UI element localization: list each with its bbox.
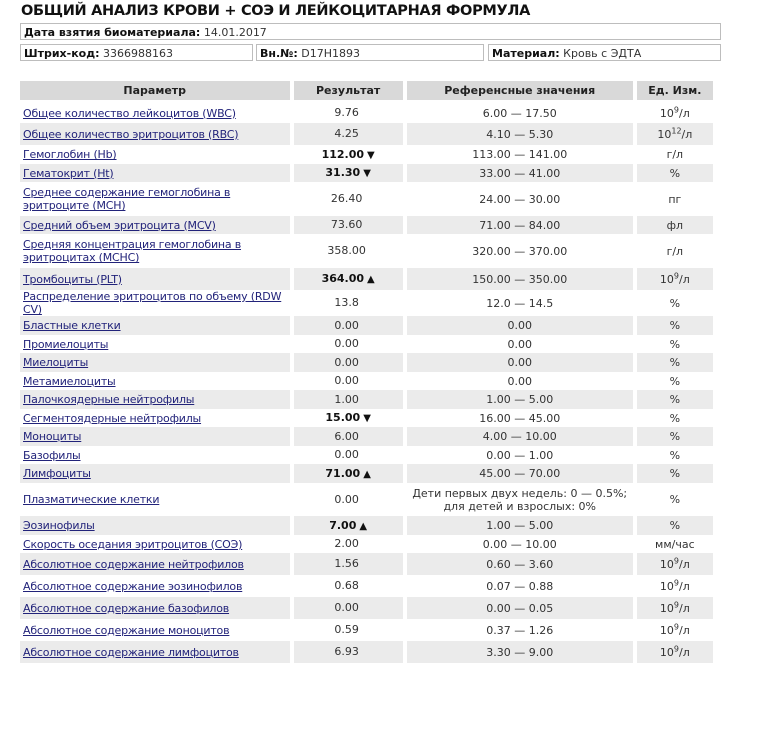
param-link[interactable]: Промиелоциты	[23, 337, 109, 351]
header-param: Параметр	[20, 81, 290, 103]
reference-cell: 0.00	[507, 337, 532, 351]
result-cell	[294, 123, 403, 145]
reference-cell: 0.00	[407, 316, 633, 335]
result-value: 26.40	[330, 192, 363, 205]
unit-cell	[637, 535, 713, 553]
unit-tail: /л	[679, 579, 690, 593]
table-header-row	[20, 81, 713, 103]
unit-base: фл	[666, 218, 684, 232]
result-cell	[294, 641, 403, 663]
unit-cell	[637, 123, 713, 145]
reference-cell: 0.00	[407, 353, 633, 372]
table-row	[20, 483, 713, 516]
result-value: 71.00	[325, 466, 361, 480]
unit-tail: /л	[681, 127, 693, 141]
result-cell	[294, 427, 403, 446]
result-value: 6.93	[334, 645, 359, 658]
param-cell	[20, 164, 290, 182]
param-cell	[20, 182, 290, 216]
param-link[interactable]: Средняя концентрация гемоглобина в эритроцитах (MCHC)	[23, 238, 242, 264]
result-value: 0.59	[334, 623, 359, 636]
table-row	[20, 216, 713, 234]
param-cell	[20, 553, 290, 575]
unit-base: 10	[659, 623, 674, 637]
reference-cell: 0.37 — 1.26	[486, 623, 554, 637]
table-row	[20, 390, 713, 409]
unit-base: г/л	[666, 244, 684, 258]
reference-cell: 12.0 — 14.5	[486, 296, 554, 310]
result-value: 0.68	[334, 579, 359, 592]
param-link[interactable]: Моноциты	[23, 430, 82, 443]
unit-tail: /л	[679, 557, 690, 571]
sample-date-box	[20, 23, 721, 40]
table-row	[20, 268, 713, 290]
param-cell	[20, 464, 290, 483]
table-row	[20, 123, 713, 145]
result-value: 15.00	[325, 411, 361, 424]
result-cell	[294, 316, 403, 335]
table-row	[20, 641, 713, 663]
result-cell	[294, 353, 403, 372]
unit-cell	[637, 553, 713, 575]
table-row	[20, 409, 713, 427]
unit-base: %	[669, 467, 681, 480]
result-cell	[294, 483, 403, 516]
table-row	[20, 353, 713, 372]
table-row	[20, 234, 713, 268]
result-cell	[294, 164, 403, 182]
reference-cell: 1.00 — 5.00	[407, 516, 633, 535]
param-link[interactable]: Общее количество лейкоцитов (WBC)	[23, 106, 236, 120]
unit-cell	[637, 268, 713, 290]
internal-number-value: D17H1893	[301, 47, 361, 60]
barcode-label: Штрих-код:	[24, 47, 100, 60]
param-cell	[20, 145, 290, 164]
reference-cell: 0.00 — 1.00	[486, 448, 554, 462]
param-link[interactable]: Абсолютное содержание лимфоцитов	[23, 645, 239, 659]
table-row	[20, 145, 713, 164]
internal-number-box	[256, 44, 484, 61]
result-value: 0.00	[334, 355, 359, 369]
result-cell	[294, 182, 403, 216]
reference-cell: 71.00 — 84.00	[407, 216, 633, 234]
table-row	[20, 182, 713, 216]
result-value: 0.00	[334, 601, 359, 614]
results-table	[16, 81, 717, 663]
sample-date-label: Дата взятия биоматериала:	[24, 26, 201, 39]
reference-cell: 24.00 — 30.00	[479, 192, 561, 206]
unit-exponent: 12	[671, 125, 682, 135]
unit-cell	[637, 427, 713, 446]
unit-base: 10	[659, 601, 674, 615]
param-cell	[20, 427, 290, 446]
param-cell	[20, 409, 290, 427]
reference-cell: 0.60 — 3.60	[407, 553, 633, 575]
unit-exponent: 9	[673, 643, 679, 653]
unit-cell	[637, 316, 713, 335]
param-link[interactable]: Абсолютное содержание моноцитов	[23, 623, 230, 637]
param-cell	[20, 535, 290, 553]
param-link[interactable]: Плазматические клетки	[23, 493, 160, 506]
reference-cell: Дети первых двух недель: 0 — 0.5%; для детей и взрослых: 0%	[412, 486, 628, 513]
result-value: 4.25	[334, 127, 359, 140]
internal-number-label: Вн.№:	[260, 47, 298, 60]
param-link[interactable]: Метамиелоциты	[23, 374, 116, 388]
param-cell	[20, 216, 290, 234]
result-value: 73.60	[330, 218, 363, 231]
arrow-down-icon: ▼	[367, 149, 375, 161]
unit-cell	[637, 446, 713, 464]
result-cell	[294, 535, 403, 553]
param-link[interactable]: Миелоциты	[23, 356, 89, 369]
unit-base: г/л	[666, 148, 684, 161]
param-cell	[20, 597, 290, 619]
table-row	[20, 427, 713, 446]
unit-cell	[637, 290, 713, 316]
result-cell	[294, 234, 403, 268]
unit-base: %	[669, 296, 681, 310]
unit-cell	[637, 182, 713, 216]
result-value: 31.30	[325, 166, 361, 179]
material-box	[488, 44, 721, 61]
param-link[interactable]: Распределение эритроцитов по объему (RDW CV)	[23, 290, 282, 316]
table-row	[20, 446, 713, 464]
results-body	[20, 103, 713, 663]
table-row	[20, 335, 713, 353]
unit-base: %	[669, 411, 681, 425]
result-cell	[294, 216, 403, 234]
param-cell	[20, 516, 290, 535]
result-cell	[294, 464, 403, 483]
unit-tail: /л	[679, 601, 690, 615]
unit-cell	[637, 234, 713, 268]
result-cell	[294, 103, 403, 123]
table-row	[20, 316, 713, 335]
arrow-up-icon: ▲	[363, 468, 371, 480]
barcode-box	[20, 44, 253, 61]
unit-cell	[637, 353, 713, 372]
unit-base: %	[669, 493, 681, 506]
header-result: Результат	[294, 81, 403, 103]
unit-cell	[637, 575, 713, 597]
result-value: 364.00	[321, 272, 365, 285]
reference-cell: 320.00 — 370.00	[472, 244, 568, 258]
result-value: 2.00	[334, 537, 359, 550]
param-link[interactable]: Бластные клетки	[23, 319, 121, 332]
result-cell	[294, 335, 403, 353]
result-cell	[294, 290, 403, 316]
unit-cell	[637, 464, 713, 483]
header-reference: Референсные значения	[407, 81, 633, 103]
arrow-down-icon: ▼	[363, 413, 371, 424]
arrow-down-icon: ▼	[363, 168, 371, 179]
param-cell	[20, 619, 290, 641]
reference-cell: 1.00 — 5.00	[407, 390, 633, 409]
unit-cell	[637, 145, 713, 164]
param-cell	[20, 390, 290, 409]
result-cell	[294, 145, 403, 164]
result-cell	[294, 390, 403, 409]
param-cell	[20, 575, 290, 597]
result-cell	[294, 268, 403, 290]
reference-cell: 4.00 — 10.00	[407, 427, 633, 446]
result-value: 1.00	[334, 392, 359, 406]
param-link[interactable]: Абсолютное содержание эозинофилов	[23, 579, 243, 593]
param-link[interactable]: Средний объем эритроцита (MCV)	[23, 218, 216, 232]
table-row	[20, 535, 713, 553]
result-cell	[294, 516, 403, 535]
reference-cell: 4.10 — 5.30	[407, 123, 633, 145]
unit-base: 10	[659, 557, 674, 571]
param-link[interactable]: Гематокрит (Ht)	[23, 166, 114, 180]
param-link[interactable]: Среднее содержание гемоглобина в эритроците (MCH)	[23, 186, 231, 212]
unit-cell	[637, 164, 713, 182]
unit-exponent: 9	[673, 555, 679, 565]
result-value: 0.00	[334, 374, 359, 387]
reference-cell: 6.00 — 17.50	[482, 106, 557, 120]
unit-base: %	[669, 393, 681, 406]
page-title: ОБЩИЙ АНАЛИЗ КРОВИ + СОЭ И ЛЕЙКОЦИТАРНАЯ ФОРМУЛА	[21, 3, 531, 19]
param-cell	[20, 268, 290, 290]
unit-exponent: 9	[673, 270, 679, 280]
reference-cell: 45.00 — 70.00	[407, 464, 633, 483]
result-value: 0.00	[334, 318, 359, 332]
param-link[interactable]: Гемоглобин (Hb)	[23, 148, 117, 161]
table-row	[20, 553, 713, 575]
unit-cell	[637, 516, 713, 535]
unit-tail: /л	[679, 623, 690, 637]
barcode-value: 3366988163	[103, 47, 174, 60]
result-value: 9.76	[334, 106, 359, 119]
param-link[interactable]: Эозинофилы	[23, 519, 95, 532]
table-row	[20, 516, 713, 535]
param-cell	[20, 234, 290, 268]
unit-cell	[637, 619, 713, 641]
result-value: 0.00	[334, 448, 359, 461]
param-link[interactable]: Абсолютное содержание базофилов	[23, 601, 230, 615]
result-value: 358.00	[327, 244, 366, 257]
unit-tail: /л	[679, 272, 690, 286]
reference-cell: 0.07 — 0.88	[486, 579, 554, 593]
unit-exponent: 9	[673, 577, 679, 587]
unit-base: 10	[659, 579, 674, 593]
unit-exponent: 9	[673, 599, 679, 609]
param-cell	[20, 641, 290, 663]
header-unit: Ед. Изм.	[637, 81, 713, 103]
table-row	[20, 164, 713, 182]
unit-cell	[637, 597, 713, 619]
unit-base: %	[669, 337, 681, 351]
unit-cell	[637, 390, 713, 409]
table-row	[20, 464, 713, 483]
result-value: 112.00	[321, 147, 365, 161]
param-cell	[20, 372, 290, 390]
unit-base: мм/час	[655, 537, 695, 551]
unit-base: %	[669, 448, 681, 462]
table-row	[20, 103, 713, 123]
param-link[interactable]: Лимфоциты	[23, 467, 91, 480]
unit-base: %	[669, 319, 681, 332]
reference-cell: 16.00 — 45.00	[479, 411, 561, 425]
result-value: 6.00	[334, 429, 359, 443]
param-cell	[20, 335, 290, 353]
unit-base: 10	[657, 127, 672, 141]
unit-base: %	[669, 166, 681, 180]
reference-cell: 113.00 — 141.00	[472, 148, 568, 161]
reference-cell: 0.00	[507, 374, 532, 388]
param-link[interactable]: Тромбоциты (PLT)	[23, 272, 122, 286]
unit-base: %	[669, 374, 681, 388]
param-link[interactable]: Базофилы	[23, 448, 81, 462]
unit-tail: /л	[679, 106, 690, 120]
unit-cell	[637, 372, 713, 390]
unit-exponent: 9	[673, 621, 679, 631]
param-cell	[20, 290, 290, 316]
unit-cell	[637, 335, 713, 353]
param-cell	[20, 123, 290, 145]
sample-date-value: 14.01.2017	[203, 26, 267, 39]
unit-cell	[637, 103, 713, 123]
result-cell	[294, 446, 403, 464]
arrow-up-icon: ▲	[367, 274, 375, 285]
result-cell	[294, 553, 403, 575]
unit-base: пг	[668, 192, 682, 206]
param-cell	[20, 103, 290, 123]
arrow-up-icon: ▲	[359, 520, 368, 532]
material-label: Материал:	[492, 47, 560, 60]
result-cell	[294, 575, 403, 597]
result-cell	[294, 372, 403, 390]
result-cell	[294, 409, 403, 427]
param-link[interactable]: Абсолютное содержание нейтрофилов	[23, 557, 244, 571]
result-value: 7.00	[329, 518, 357, 532]
param-cell	[20, 446, 290, 464]
param-link[interactable]: Общее количество эритроцитов (RBC)	[23, 127, 239, 141]
unit-cell	[637, 483, 713, 516]
unit-base: 10	[659, 106, 674, 120]
result-value: 0.00	[334, 492, 359, 506]
material-value: Кровь с ЭДТА	[563, 47, 642, 60]
result-value: 1.56	[334, 557, 359, 570]
param-cell	[20, 353, 290, 372]
unit-cell	[637, 216, 713, 234]
unit-base: %	[669, 519, 681, 532]
unit-base: %	[669, 430, 681, 443]
result-cell	[294, 619, 403, 641]
param-link[interactable]: Сегментоядерные нейтрофилы	[23, 411, 202, 425]
unit-base: 10	[659, 272, 674, 286]
param-link[interactable]: Скорость оседания эритроцитов (СОЭ)	[23, 537, 243, 551]
param-cell	[20, 316, 290, 335]
unit-tail: /л	[679, 645, 690, 659]
reference-cell: 0.00 — 0.05	[407, 597, 633, 619]
param-cell	[20, 483, 290, 516]
reference-cell: 0.00 — 10.00	[482, 537, 557, 551]
unit-base: 10	[659, 645, 674, 659]
param-link[interactable]: Палочкоядерные нейтрофилы	[23, 393, 195, 406]
reference-cell: 3.30 — 9.00	[407, 641, 633, 663]
table-row	[20, 619, 713, 641]
unit-exponent: 9	[673, 104, 679, 114]
reference-cell: 33.00 — 41.00	[407, 164, 633, 182]
reference-cell: 150.00 — 350.00	[407, 268, 633, 290]
result-value: 0.00	[334, 337, 359, 350]
table-row	[20, 597, 713, 619]
result-cell	[294, 597, 403, 619]
result-value: 13.8	[334, 296, 359, 309]
unit-base: %	[669, 356, 681, 369]
unit-cell	[637, 409, 713, 427]
table-row	[20, 575, 713, 597]
unit-cell	[637, 641, 713, 663]
table-row	[20, 290, 713, 316]
table-row	[20, 372, 713, 390]
